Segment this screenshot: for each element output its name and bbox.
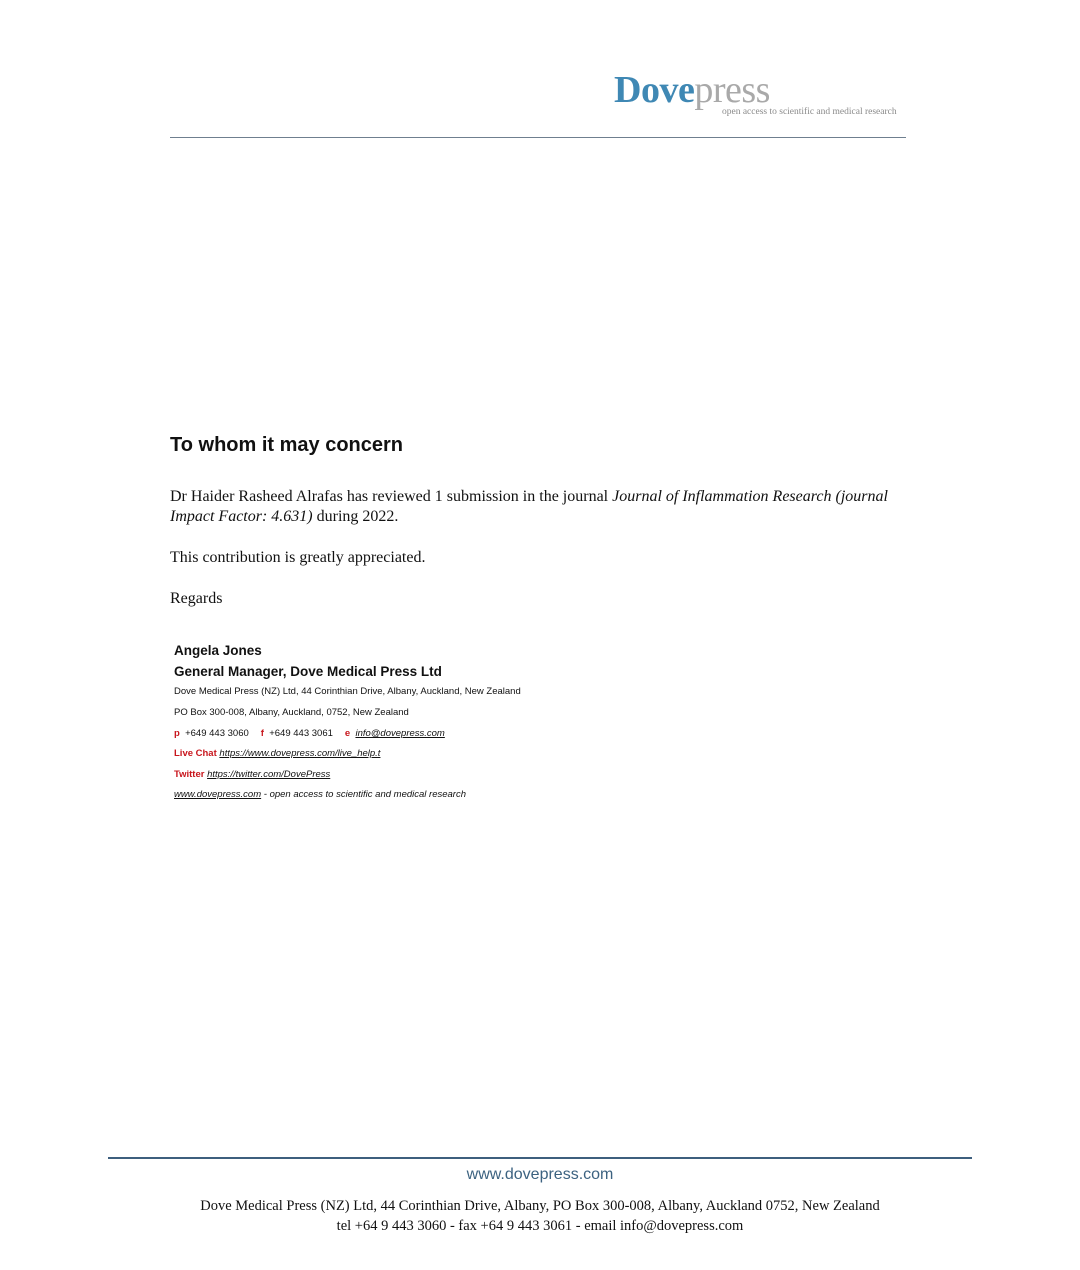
signature-twitter [174,769,330,780]
twitter-label: Twitter [174,769,205,780]
fax-number: +649 443 3061 [269,728,333,739]
footer-divider [108,1157,972,1159]
phone-number: +649 443 3060 [185,728,249,739]
email-label: e [344,728,351,739]
signature-po-box: PO Box 300-008, Albany, Auckland, 0752, New Zealand [174,707,409,718]
signature-contact-line [174,728,445,739]
signature-livechat [174,748,380,759]
letter-paragraph-thanks: This contribution is greatly appreciated. [170,549,426,566]
letter-paragraph-review [170,487,920,527]
dovepress-logo [614,66,914,122]
signature-address: Dove Medical Press (NZ) Ltd, 44 Corinthian Drive, Albany, Auckland, New Zealand [174,686,521,697]
review-period: during 2022. [312,508,399,525]
twitter-link[interactable]: https://twitter.com/DovePress [207,769,331,780]
livechat-link[interactable]: https://www.dovepress.com/live_help.t [219,748,381,759]
review-text: Dr Haider Rasheed Alrafas has reviewed 1 submission in the journal [170,488,613,505]
letter-heading: To whom it may concern [170,434,403,456]
logo-press: press [694,69,770,111]
phone-label: p [174,728,180,739]
logo-dove: Dove [614,69,695,111]
logo-tagline: open access to scientific and medical research [722,107,897,117]
fax-label: f [260,728,264,739]
livechat-label: Live Chat [174,748,217,759]
journal-name: Journal of Inflammation Research (journal Impact Factor: 4.631) [170,488,888,525]
website-tagline: - open access to scientific and medical research [261,789,467,800]
header-divider [170,137,906,138]
signature-name: Angela Jones [174,643,262,658]
signature-title: General Manager, Dove Medical Press Ltd [174,664,442,679]
footer-address: Dove Medical Press (NZ) Ltd, 44 Corinthian Drive, Albany, PO Box 300-008, Albany, Auckland 0752, New Zealand [200,1198,880,1214]
footer-website[interactable]: www.dovepress.com [466,1166,614,1183]
footer-contact: tel +64 9 443 3060 - fax +64 9 443 3061 - email info@dovepress.com [336,1218,744,1234]
email-link[interactable]: info@dovepress.com [355,728,445,739]
website-link[interactable]: www.dovepress.com [174,789,262,800]
signature-website [174,789,466,800]
letter-closing: Regards [170,590,223,607]
